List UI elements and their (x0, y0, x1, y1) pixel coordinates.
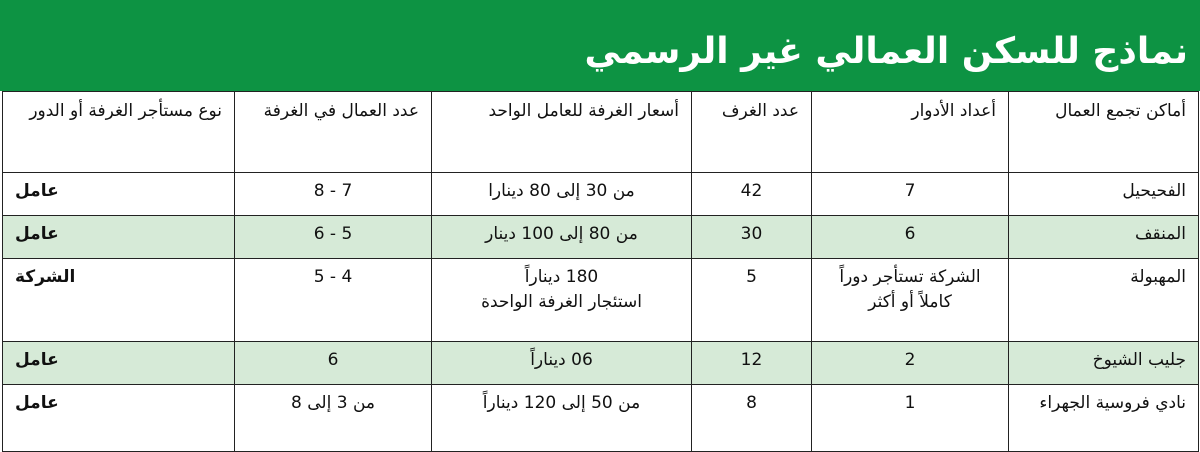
cell-workers: 4 - 5 (235, 259, 432, 342)
cell-place: المنقف (1009, 216, 1199, 259)
cell-rooms: 42 (692, 173, 812, 216)
cell-rooms: 30 (692, 216, 812, 259)
header-price: أسعار الغرفة للعامل الواحد (432, 92, 692, 173)
title-banner (0, 0, 1200, 91)
cell-price (432, 385, 692, 452)
header-row (3, 92, 1199, 173)
cell-floors: 7 (812, 173, 1009, 216)
cell-place: جليب الشيوخ (1009, 342, 1199, 385)
cell-workers: 7 - 8 (235, 173, 432, 216)
cell-price-main: 06 ديناراً (530, 350, 593, 370)
cell-workers: 6 (235, 342, 432, 385)
cell-rooms: 12 (692, 342, 812, 385)
cell-tenant: عامل (3, 385, 235, 452)
cell-floors: 6 (812, 216, 1009, 259)
cell-floors: الشركة تستأجر دوراً كاملاً أو أكثر (812, 259, 1009, 342)
cell-floors: 2 (812, 342, 1009, 385)
cell-rooms: 8 (692, 385, 812, 452)
table-row (3, 342, 1199, 385)
cell-workers: 5 - 6 (235, 216, 432, 259)
cell-place: المهبولة (1009, 259, 1199, 342)
cell-place: نادي فروسية الجهراء (1009, 385, 1199, 452)
cell-price-main: من 50 إلى 120 ديناراً (482, 393, 641, 413)
cell-price (432, 259, 692, 342)
cell-price-note: استئجار الغرفة الواحدة (481, 291, 642, 312)
header-place: أماكن تجمع العمال (1009, 92, 1199, 173)
cell-floors: 1 (812, 385, 1009, 452)
table-row (3, 259, 1199, 342)
table-row (3, 173, 1199, 216)
cell-place: الفحيحيل (1009, 173, 1199, 216)
cell-price (432, 216, 692, 259)
cell-price-main: 180 ديناراً (524, 267, 599, 287)
header-workers: عدد العمال في الغرفة (235, 92, 432, 173)
cell-rooms: 5 (692, 259, 812, 342)
cell-price-main: من 30 إلى 80 دينارا (488, 181, 635, 201)
table-row (3, 216, 1199, 259)
header-tenant: نوع مستأجر الغرفة أو الدور (3, 92, 235, 173)
cell-price (432, 342, 692, 385)
cell-workers: من 3 إلى 8 (235, 385, 432, 452)
cell-tenant: عامل (3, 173, 235, 216)
page-title: نماذج للسكن العمالي غير الرسمي (584, 31, 1188, 72)
cell-price-main: من 80 إلى 100 دينار (485, 224, 638, 244)
cell-tenant: عامل (3, 342, 235, 385)
cell-price (432, 173, 692, 216)
cell-tenant: الشركة (3, 259, 235, 342)
header-rooms: عدد الغرف (692, 92, 812, 173)
housing-table (2, 91, 1199, 452)
header-floors: أعداد الأدوار (812, 92, 1009, 173)
table-row (3, 385, 1199, 452)
cell-tenant: عامل (3, 216, 235, 259)
